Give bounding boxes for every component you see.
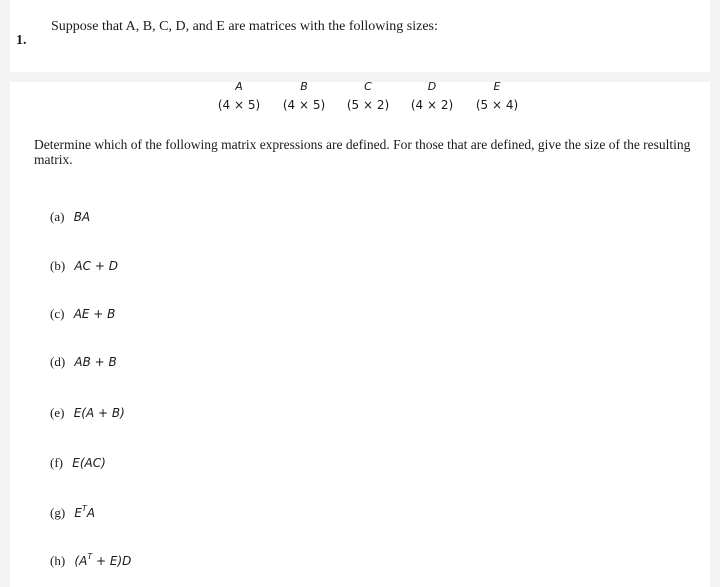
part-g — [50, 504, 95, 521]
problem-header-card — [10, 0, 710, 72]
matrix-name: D — [427, 80, 437, 93]
part-label: (a) — [50, 209, 65, 224]
matrix-size: (4 × 5) — [217, 98, 261, 112]
part-label: (c) — [50, 306, 65, 321]
matrix-name: B — [300, 80, 308, 93]
part-label: (e) — [50, 405, 65, 420]
expression-pre: (A — [74, 554, 88, 568]
matrix-column-a — [209, 80, 269, 113]
expression-rest: A — [86, 506, 96, 520]
matrix-name: A — [235, 80, 243, 93]
part-b — [50, 258, 118, 274]
matrix-name: C — [364, 80, 372, 93]
problem-statement-text: Suppose that A, B, C, D, and E are matrices with the following sizes: — [51, 19, 438, 34]
part-c — [50, 306, 115, 322]
transpose-superscript: T — [87, 552, 93, 561]
part-expression — [74, 504, 95, 520]
part-f — [50, 455, 106, 471]
part-label: (h) — [50, 553, 66, 568]
part-label: (g) — [50, 505, 66, 520]
problem-statement — [51, 19, 438, 35]
matrix-size: (5 × 4) — [475, 98, 519, 112]
part-expression: AE + B — [73, 307, 116, 321]
part-label: (b) — [50, 258, 66, 273]
matrix-size-table — [0, 80, 720, 116]
matrix-column-e — [467, 80, 527, 113]
part-label: (d) — [50, 354, 66, 369]
part-expression: AB + B — [74, 355, 117, 369]
part-expression — [74, 552, 131, 568]
part-label: (f) — [50, 455, 63, 470]
expression-base: E — [74, 506, 83, 520]
expression-rest: + E)D — [92, 554, 132, 568]
matrix-column-c — [338, 80, 398, 113]
problem-number: 1. — [16, 33, 27, 48]
matrix-size: (4 × 2) — [410, 98, 454, 112]
instruction-text: Determine which of the following matrix expressions are defined. For those that are defined, give the size of the resulting matrix. — [34, 137, 691, 167]
part-expression: E(AC) — [72, 456, 106, 470]
part-expression: E(A + B) — [73, 406, 125, 420]
matrix-size: (4 × 5) — [282, 98, 326, 112]
part-e — [50, 405, 125, 421]
matrix-column-b — [274, 80, 334, 113]
matrix-size: (5 × 2) — [346, 98, 390, 112]
part-a — [50, 209, 90, 225]
part-h — [50, 552, 131, 569]
matrix-name: E — [493, 80, 501, 93]
part-d — [50, 354, 117, 370]
transpose-superscript: T — [82, 504, 87, 513]
part-expression: BA — [73, 210, 91, 224]
matrix-column-d — [402, 80, 462, 113]
part-expression: AC + D — [74, 259, 118, 273]
